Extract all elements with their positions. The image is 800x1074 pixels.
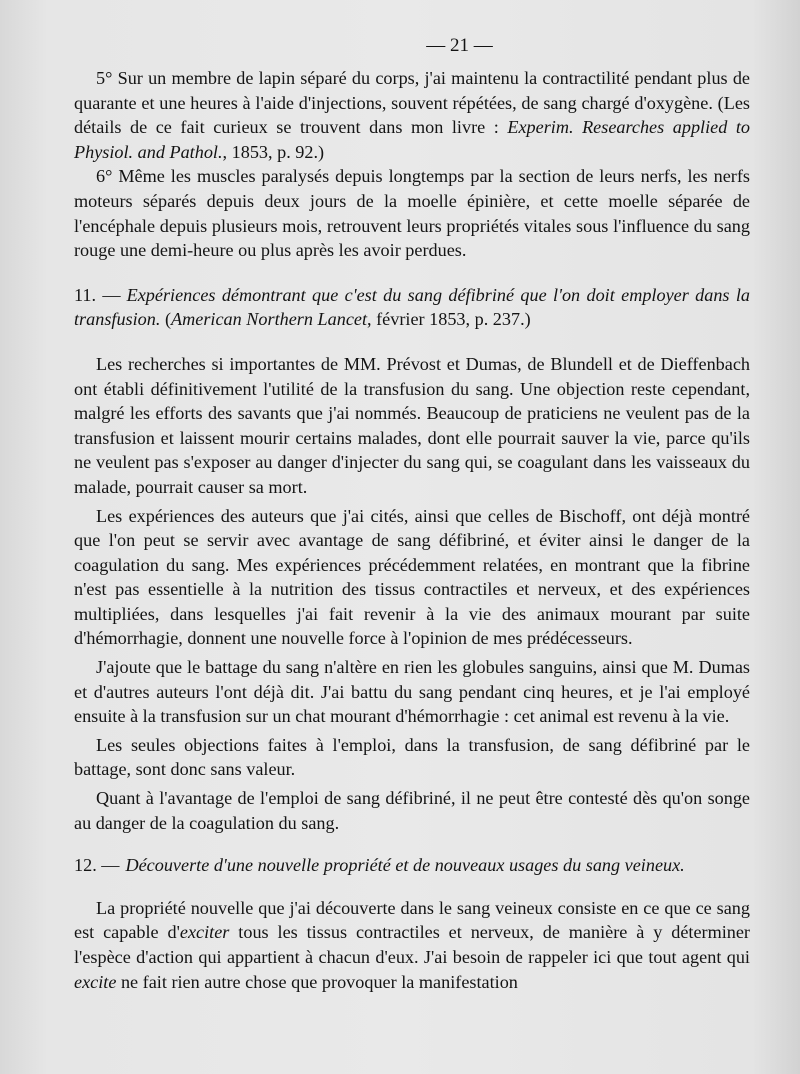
section-ref-11: , février 1853, p. 237.) [367,309,531,330]
section-heading-11 [74,283,750,332]
paragraph-propriete-text-3: ne fait rien autre chose que provoquer la manifestation [116,971,518,992]
paragraph-experiences: Les expériences des auteurs que j'ai cités, ainsi que celles de Bischoff, ont déjà montré que l'on peut se servir avec avantage de sang défibriné, et éviter ainsi le danger de la coagulation du sang. Mes expériences précédemment relatées, en montrant que la fibrine n'est pas essentielle à la nutrition des tissus contractiles et nerveux, et des expériences multipliées, dans lesquelles j'ai fait revenir à la vie des animaux mourant par suite d'hémorrhagie, donnent une nouvelle force à l'opinion de mes prédécesseurs. [74,505,750,649]
book-title: Experim. Researches applied to Physiol. and Pathol. [74,117,750,162]
paragraph-propriete-text-2: tous les tissus contractiles et nerveux, de manière à y déterminer l'espèce d'action qui appartient à chacun d'eux. J'ai besoin de rappeler ici que tout agent qui [74,922,750,967]
paragraph-5-citation: , 1853, p. 92.) [222,141,325,162]
paragraph-objections: Les seules objections faites à l'emploi, dans la transfusion, de sang défibriné par le battage, sont donc sans valeur. [74,734,750,780]
journal-title: American Northern Lancet [171,309,368,330]
term-exciter: exciter [179,922,230,943]
paragraph-recherches: Les recherches si importantes de MM. Prévost et Dumas, de Blundell et de Dieffenbach ont établi définitivement l'utilité de la transfusion du sang. Une objection reste cependant, malgré les efforts des savants que j'ai nommés. Beaucoup de praticiens ne veulent pas de la transfusion et laissent mourir certains malades, dont elle pourrait sauver la vie, parce qu'ils ne veulent pas s'exposer au danger d'injecter du sang qui, se coagulant dans les vaisseaux du malade, pourrait causer sa mort. [74,353,750,497]
term-excite: excite [74,971,117,992]
paragraph-propriete [74,896,750,994]
section-ref-open-11: ( [164,309,172,330]
paragraph-battage: J'ajoute que le battage du sang n'altère en rien les globules sanguins, ainsi que M. Dumas et d'autres auteurs l'ont déjà dit. J'ai battu du sang pendant cinq heures, et je l'ai employé ensuite à la transfusion sur un chat mourant d'hémorrhagie : cet animal est revenu à la vie. [74,657,750,727]
section-number-12: 12. — [74,855,120,876]
section-number-11: 11. — [74,284,121,305]
paragraph-6: 6° Même les muscles paralysés depuis longtemps par la section de leurs nerfs, les nerfs moteurs séparés depuis deux jours de la moelle épinière, et cette moelle séparée de l'encéphale depuis plusieurs mois, retrouvent leurs propriétés vitales sous l'influence du sang rouge une demi-heure ou plus après les avoir perdues. [74,166,750,261]
page-number: — 21 — [426,35,493,56]
section-title-12: Découverte d'une nouvelle propriété et de nouveaux usages du sang veineux. [125,855,685,876]
paragraph-5 [74,66,750,164]
section-title-11: Expériences démontrant que c'est du sang défibriné que l'on doit employer dans la transfusion. [74,284,751,330]
section-heading-12 [74,853,750,878]
paragraph-propriete-text-1: La propriété nouvelle que j'ai découverte dans le sang veineux consiste en ce que ce sang est capable d' [74,897,750,943]
paragraph-5-text: 5° Sur un membre de lapin séparé du corps, j'ai maintenu la contractilité pendant plus de quarante et une heures à l'aide d'injections, souvent répétées, de sang chargé d'oxygène. (Les détails de ce fait curieux se trouvent dans mon livre : [74,68,750,138]
paragraph-avantage: Quant à l'avantage de l'emploi de sang défibriné, il ne peut être contesté dès qu'on songe au danger de la coagulation du sang. [74,788,750,833]
